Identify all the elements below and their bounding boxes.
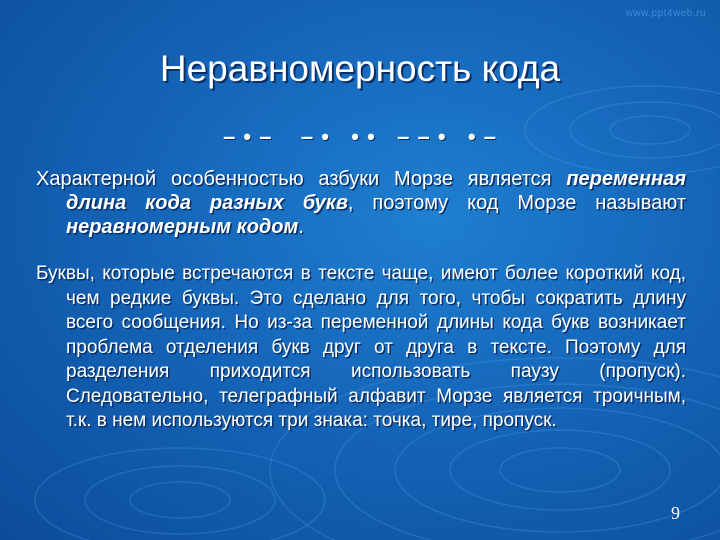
paragraph-letter-frequency: Буквы, которые встречаются в тексте чаще, имеют более короткий код, чем редкие буквы. Это сделано для того, чтобы сократить длину всего сообщения. Но из-за переменной длины кода букв возникает проблема отделения букв друг от друга в тексте. Поэтому для разделения приходится использовать паузу (пропуск). Следовательно, телеграфный алфавит Морзе является троичным, т.к. в нем используются три знака: точка, тире, пропуск. (36, 263, 686, 431)
paragraph1-emphasis-variable-length: переменная длина кода разных букв (66, 168, 686, 214)
paragraph1-emphasis-nonuniform-code: неравномерным кодом (66, 216, 299, 238)
slide-title: Неравномерность кода (159, 48, 561, 89)
morse-code-line: – • – – • • • – – • • – (223, 124, 497, 149)
paragraph1-text-1: Характерной особенностью азбуки Морзе является (36, 168, 567, 190)
page-number: 9 (671, 503, 680, 523)
paragraph-morse-feature (36, 167, 686, 239)
paragraph1-text-2: , поэтому код Морзе называют (347, 192, 686, 214)
watermark: www.ppt4web.ru (625, 8, 706, 19)
paragraph1-text-3: . (298, 216, 304, 238)
